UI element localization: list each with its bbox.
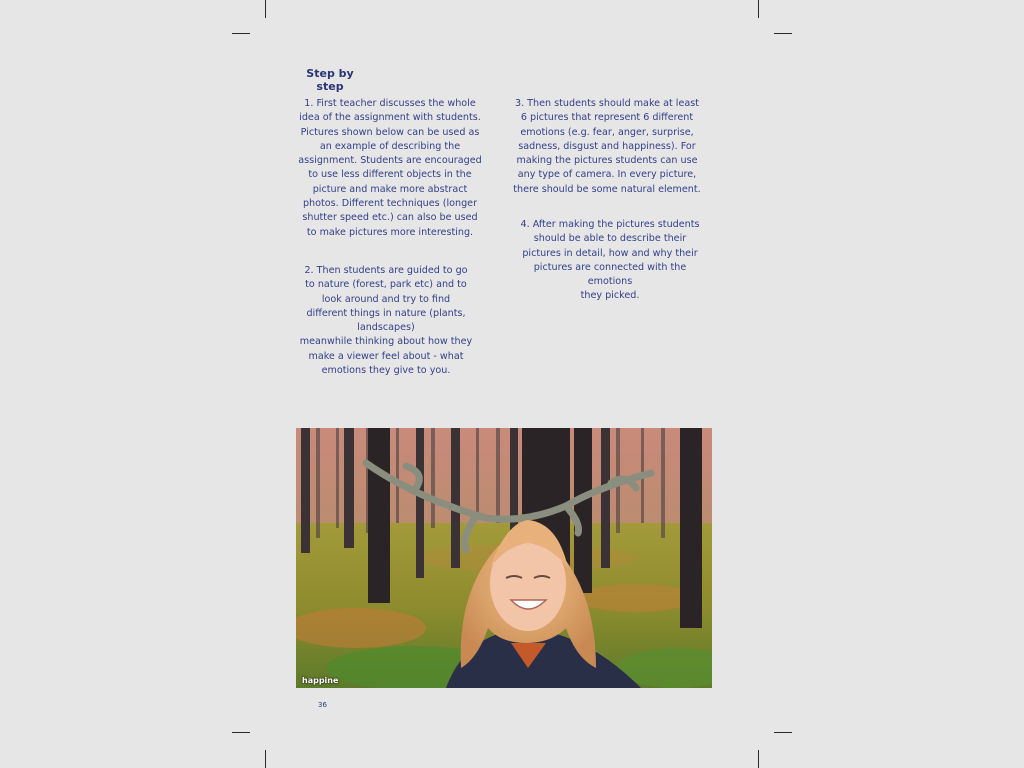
step-1-text: 1. First teacher discusses the whole idea of the assignment with students. Pictures shown below can be used as an example of describing the assignment. Students are encouraged to use less different objects in the picture and make more abstract photos. Different techniques (longer shutter speed etc.) can also be used to make pictures more interesting. — [298, 98, 482, 238]
page-number: 36 — [318, 701, 327, 709]
crop-mark — [232, 732, 250, 733]
section-heading: Step by step — [306, 67, 354, 93]
crop-mark — [774, 33, 792, 34]
forest-photo — [296, 428, 712, 688]
crop-mark — [265, 750, 266, 768]
crop-mark — [758, 750, 759, 768]
photo-caption: happine — [302, 676, 339, 685]
crop-mark — [758, 0, 759, 18]
crop-mark — [232, 33, 250, 34]
step-2-text: 2. Then students are guided to go to nature (forest, park etc) and to look around and try to find different things in nature (plants, landscapes) meanwhile thinking about how they make a viewer feel about - what emotions they give to you. — [299, 265, 473, 377]
forest-illustration — [296, 428, 712, 688]
crop-mark — [265, 0, 266, 18]
step-4-text: 4. After making the pictures students should be able to describe their pictures in detail, how and why their pictures are connected with the emotions they picked. — [520, 219, 700, 302]
step-3-text: 3. Then students should make at least 6 pictures that represent 6 different emotions (e.g. fear, anger, surprise, sadness, disgust and happiness). For making the pictures students can use any type of camera. In every picture, there should be some natural element. — [513, 98, 701, 195]
crop-mark — [774, 732, 792, 733]
